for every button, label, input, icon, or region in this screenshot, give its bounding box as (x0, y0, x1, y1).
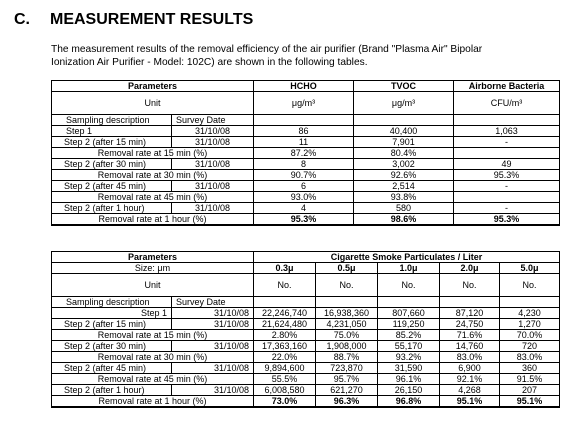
table1-unit-label: Unit (52, 92, 254, 115)
table2-unit-row (52, 274, 560, 297)
row-label: Step 1 (52, 126, 172, 137)
intro-line-2: Ionization Air Purifier - Model: 102C) are shown in the following tables. (51, 57, 368, 68)
table2-unit-label: Unit (52, 274, 254, 297)
cell-value: 22.0% (254, 352, 316, 363)
cell-value: 55,170 (378, 341, 440, 352)
table2-unit-4: No. (500, 274, 560, 297)
table1-unit-hcho: μg/m³ (254, 92, 354, 115)
rate-label: Removal rate at 45 min (%) (52, 374, 254, 385)
table2-unit-3: No. (440, 274, 500, 297)
cell-value: - (454, 137, 560, 148)
cell-value (454, 192, 560, 203)
cell-value: 80.4% (354, 148, 454, 159)
cell-value: 49 (454, 159, 560, 170)
table2-size-3: 2.0μ (440, 263, 500, 274)
cell-value: 75.0% (316, 330, 378, 341)
table2-parameters-header: Parameters (52, 252, 254, 263)
cell-value: 96.3% (316, 396, 378, 408)
table1-sampling-desc: Sampling description (52, 115, 172, 126)
row-label: Step 2 (after 15 min) (52, 137, 172, 148)
section-title: MEASUREMENT RESULTS (50, 11, 254, 28)
table-row (52, 319, 560, 330)
table-row (52, 214, 560, 226)
table-row (52, 203, 560, 214)
cell-value: 723,870 (316, 363, 378, 374)
table2-survey-date: Survey Date (172, 297, 254, 308)
cell-value: 9,894,600 (254, 363, 316, 374)
cell-value: 7,901 (354, 137, 454, 148)
results-table-hcho-tvoc-bacteria (51, 80, 560, 226)
cell-value: 207 (500, 385, 560, 396)
table2-body (52, 308, 560, 408)
cell-value: 1,270 (500, 319, 560, 330)
row-date: 31/10/08 (172, 181, 254, 192)
cell-value: 83.0% (500, 352, 560, 363)
row-label: Step 2 (after 1 hour) (52, 203, 172, 214)
cell-value: 26,150 (378, 385, 440, 396)
cell-value: 6,900 (440, 363, 500, 374)
cell-value: 3,002 (354, 159, 454, 170)
row-date: 31/10/08 (172, 385, 254, 396)
cell-value: 93.2% (378, 352, 440, 363)
table2-header-row (52, 252, 560, 263)
cell-value: 88.7% (316, 352, 378, 363)
cell-value: 11 (254, 137, 354, 148)
cell-value: 720 (500, 341, 560, 352)
row-label: Step 2 (after 45 min) (52, 363, 172, 374)
cell-value: 14,760 (440, 341, 500, 352)
cell-value: 95.1% (440, 396, 500, 408)
table-row (52, 170, 560, 181)
cell-value: 807,660 (378, 308, 440, 319)
table-row (52, 148, 560, 159)
row-date: 31/10/08 (172, 203, 254, 214)
cell-value: 360 (500, 363, 560, 374)
rate-label: Removal rate at 30 min (%) (52, 170, 254, 181)
row-label: Step 2 (after 1 hour) (52, 385, 172, 396)
cell-value: 95.7% (316, 374, 378, 385)
table2-desc-row (52, 297, 560, 308)
table-row (52, 308, 560, 319)
table1-desc-row (52, 115, 560, 126)
cell-value: 621,270 (316, 385, 378, 396)
cell-value: 8 (254, 159, 354, 170)
cell-value: 4,230 (500, 308, 560, 319)
intro-paragraph (51, 43, 577, 69)
table2-size-label: Size: μm (52, 263, 254, 274)
cell-value: 4,268 (440, 385, 500, 396)
row-label: Step 1 (52, 308, 172, 319)
section-heading (14, 11, 253, 29)
cell-value: 95.1% (500, 396, 560, 408)
table1-empty-cell (454, 115, 560, 126)
cell-value: 98.6% (354, 214, 454, 226)
cell-value: 93.8% (354, 192, 454, 203)
table-row (52, 126, 560, 137)
cell-value: 71.6% (440, 330, 500, 341)
cell-value: 40,400 (354, 126, 454, 137)
cell-value: 86 (254, 126, 354, 137)
table2-unit-1: No. (316, 274, 378, 297)
row-date: 31/10/08 (172, 137, 254, 148)
cell-value: 17,363,160 (254, 341, 316, 352)
table2-sampling-desc: Sampling description (52, 297, 172, 308)
table2-empty-cell (440, 297, 500, 308)
table1-col-hcho: HCHO (254, 81, 354, 92)
cell-value: 92.1% (440, 374, 500, 385)
cell-value: 16,938,360 (316, 308, 378, 319)
row-date: 31/10/08 (172, 341, 254, 352)
cell-value: 95.3% (454, 214, 560, 226)
table1-survey-date: Survey Date (172, 115, 254, 126)
table2-empty-cell (500, 297, 560, 308)
row-label: Step 2 (after 30 min) (52, 159, 172, 170)
cell-value: 6,008,580 (254, 385, 316, 396)
table2-group-header: Cigarette Smoke Particulates / Liter (254, 252, 560, 263)
cell-value: 119,250 (378, 319, 440, 330)
table-row (52, 192, 560, 203)
table1-empty-cell (354, 115, 454, 126)
row-date: 31/10/08 (172, 363, 254, 374)
table2-empty-cell (254, 297, 316, 308)
cell-value: 70.0% (500, 330, 560, 341)
cell-value: 90.7% (254, 170, 354, 181)
cell-value: 55.5% (254, 374, 316, 385)
cell-value: 2.80% (254, 330, 316, 341)
table-row (52, 181, 560, 192)
cell-value: 96.1% (378, 374, 440, 385)
cell-value: 580 (354, 203, 454, 214)
table1-parameters-header: Parameters (52, 81, 254, 92)
rate-label: Removal rate at 15 min (%) (52, 148, 254, 159)
table-row (52, 341, 560, 352)
cell-value: 22,246,740 (254, 308, 316, 319)
table2-unit-0: No. (254, 274, 316, 297)
cell-value: 6 (254, 181, 354, 192)
cell-value: 4 (254, 203, 354, 214)
table1-header-row (52, 81, 560, 92)
table1-unit-row (52, 92, 560, 115)
cell-value: - (454, 203, 560, 214)
table1-unit-bacteria: CFU/m³ (454, 92, 560, 115)
results-table-smoke-particulates (51, 251, 560, 408)
rate-label: Removal rate at 45 min (%) (52, 192, 254, 203)
row-date: 31/10/08 (172, 159, 254, 170)
table-row (52, 159, 560, 170)
cell-value: 4,231,050 (316, 319, 378, 330)
row-date: 31/10/08 (172, 319, 254, 330)
table-row (52, 330, 560, 341)
cell-value (454, 148, 560, 159)
table-row (52, 385, 560, 396)
row-label: Step 2 (after 45 min) (52, 181, 172, 192)
rate-label: Removal rate at 1 hour (%) (52, 396, 254, 408)
cell-value: 21,624,480 (254, 319, 316, 330)
table1-col-bacteria: Airborne Bacteria (454, 81, 560, 92)
rate-label: Removal rate at 15 min (%) (52, 330, 254, 341)
cell-value: 73.0% (254, 396, 316, 408)
cell-value: 95.3% (254, 214, 354, 226)
cell-value: 85.2% (378, 330, 440, 341)
table-row (52, 374, 560, 385)
table-row (52, 396, 560, 408)
table2-size-1: 0.5μ (316, 263, 378, 274)
table-row (52, 363, 560, 374)
table2-size-2: 1.0μ (378, 263, 440, 274)
row-date: 31/10/08 (172, 308, 254, 319)
rate-label: Removal rate at 30 min (%) (52, 352, 254, 363)
cell-value: 96.8% (378, 396, 440, 408)
table-row (52, 137, 560, 148)
cell-value: 93.0% (254, 192, 354, 203)
table2-empty-cell (316, 297, 378, 308)
table2-unit-2: No. (378, 274, 440, 297)
table1-empty-cell (254, 115, 354, 126)
cell-value: 1,908,000 (316, 341, 378, 352)
cell-value: 83.0% (440, 352, 500, 363)
cell-value: 2,514 (354, 181, 454, 192)
cell-value: 87.2% (254, 148, 354, 159)
cell-value: 24,750 (440, 319, 500, 330)
table-row (52, 352, 560, 363)
table2-size-4: 5.0μ (500, 263, 560, 274)
row-label: Step 2 (after 30 min) (52, 341, 172, 352)
row-label: Step 2 (after 15 min) (52, 319, 172, 330)
cell-value: 92.6% (354, 170, 454, 181)
table1-col-tvoc: TVOC (354, 81, 454, 92)
table1-body (52, 126, 560, 226)
rate-label: Removal rate at 1 hour (%) (52, 214, 254, 226)
intro-line-1: The measurement results of the removal efficiency of the air purifier (Brand "Plasma Air" Bipolar (51, 44, 483, 55)
table2-size-row (52, 263, 560, 274)
table1-unit-tvoc: μg/m³ (354, 92, 454, 115)
row-date: 31/10/08 (172, 126, 254, 137)
table2-size-0: 0.3μ (254, 263, 316, 274)
cell-value: 95.3% (454, 170, 560, 181)
section-letter: C. (14, 11, 30, 28)
cell-value: 91.5% (500, 374, 560, 385)
cell-value: 31,590 (378, 363, 440, 374)
table2-empty-cell (378, 297, 440, 308)
cell-value: - (454, 181, 560, 192)
cell-value: 1,063 (454, 126, 560, 137)
cell-value: 87,120 (440, 308, 500, 319)
